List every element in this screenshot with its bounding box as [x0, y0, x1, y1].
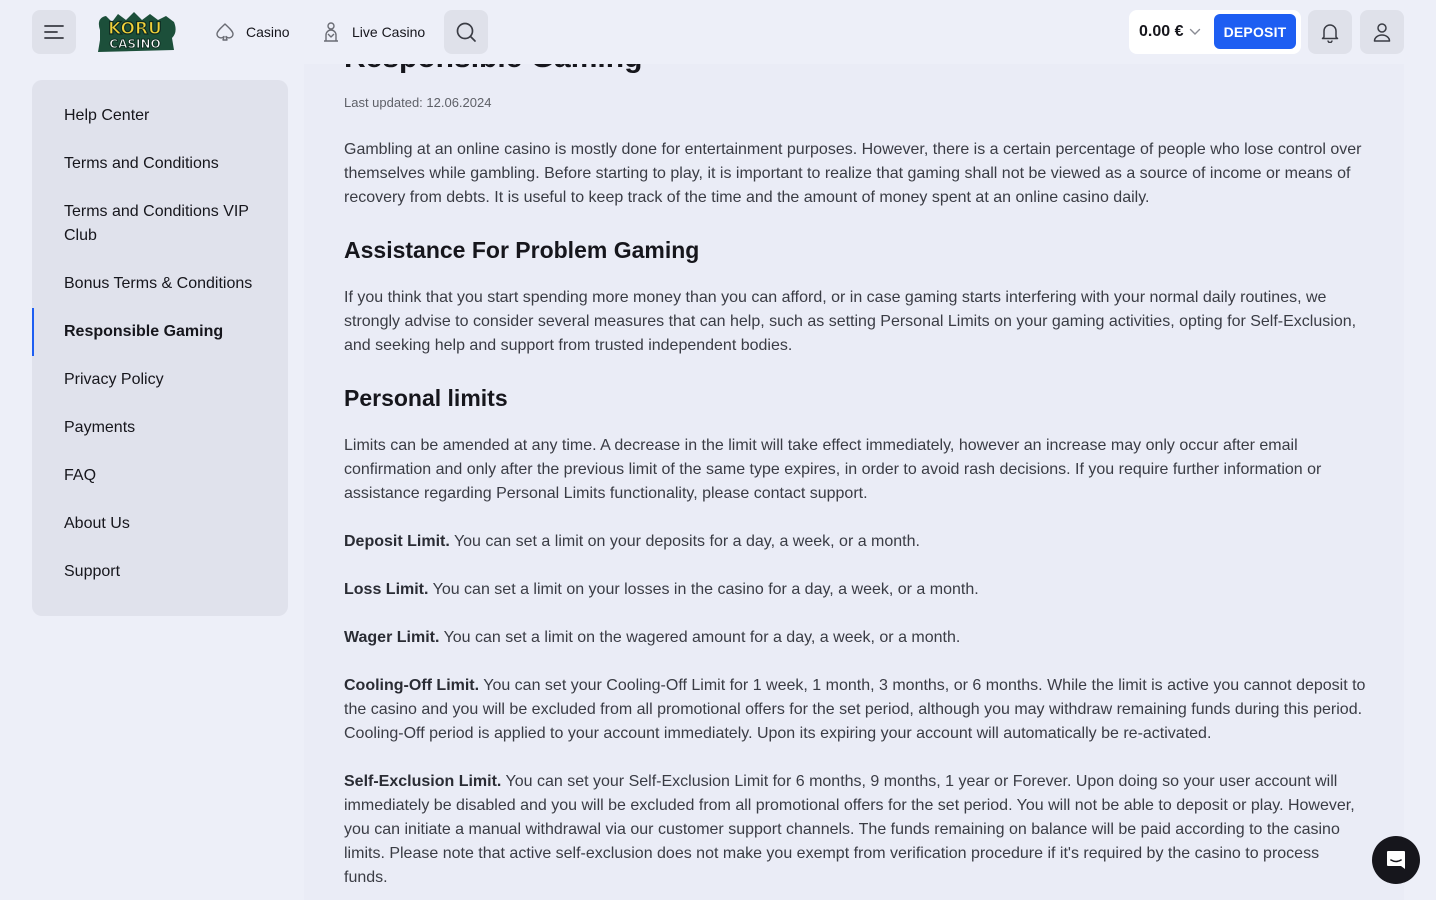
self-exclusion-paragraph	[344, 770, 1366, 890]
bell-icon	[1319, 21, 1341, 43]
top-header	[0, 0, 1436, 64]
main-content	[304, 0, 1404, 900]
wager-limit-text: You can set a limit on the wagered amount for a day, a week, or a month.	[439, 629, 961, 646]
nav-casino-label: Casino	[246, 24, 290, 40]
search-icon	[455, 21, 477, 43]
sidebar-item-privacy-policy[interactable]: Privacy Policy	[64, 371, 164, 388]
balance-amount: 0.00 €	[1139, 23, 1184, 40]
heading-personal-limits: Personal limits	[344, 385, 508, 411]
sidebar-item-terms-vip[interactable]: Terms and Conditions VIP Club	[64, 203, 249, 244]
deposit-limit-label: Deposit Limit.	[344, 533, 450, 550]
deposit-limit-paragraph	[344, 530, 1366, 554]
assistance-paragraph: If you think that you start spending more money than you can afford, or in case gaming starts interfering with your normal daily routines, we strongly advise to consider several measures that can help, such as setting Personal Limits on your gaming activities, opting for Self-Exclusion, and seeking help and support from trusted independent bodies.	[344, 289, 1357, 354]
deposit-button[interactable]: DEPOSIT	[1214, 14, 1296, 49]
intro-paragraph: Gambling at an online casino is mostly done for entertainment purposes. However, there is a certain percentage of people who lose control over themselves while gambling. Before starting to play, it is important to realize that gaming shall not be viewed as a source of income or means of recovery from debts. It is useful to keep track of the time and the amount of money spent at an online casino daily.	[344, 141, 1362, 206]
chat-icon	[1384, 848, 1408, 872]
dealer-icon	[320, 21, 342, 43]
sidebar-item-responsible-gaming[interactable]: Responsible Gaming	[32, 320, 288, 344]
balance-widget	[1129, 10, 1301, 54]
logo[interactable]	[92, 10, 178, 54]
chat-button[interactable]	[1372, 836, 1420, 884]
self-exclusion-label: Self-Exclusion Limit.	[344, 773, 502, 790]
sidebar-item-bonus-terms[interactable]: Bonus Terms & Conditions	[64, 275, 253, 292]
logo-icon	[92, 10, 178, 54]
cooling-off-text: You can set your Cooling-Off Limit for 1 week, 1 month, 3 months, or 6 months. While the limit is active you cannot deposit to the casino and you will be excluded from all promotional offers for the set period, although you may withdraw remaining funds during this period. Cooling-Off period is applied to your account immediately. Upon its expiring your account will automatically be re-activated.	[344, 677, 1366, 742]
limits-paragraph: Limits can be amended at any time. A decrease in the limit will take effect immediately, however an increase may only occur after email confirmation and only after the previous limit of the same type expires, in order to avoid rash decisions. If you require further information or assistance regarding Personal Limits functionality, please contact support.	[344, 437, 1322, 502]
logo-text-top: KORU	[108, 19, 162, 39]
deposit-limit-text: You can set a limit on your deposits for a day, a week, or a month.	[449, 533, 920, 550]
search-button[interactable]	[444, 10, 488, 54]
balance-dropdown[interactable]	[1139, 23, 1201, 41]
user-icon	[1371, 21, 1393, 43]
logo-text-bottom: CASINO	[109, 37, 161, 51]
self-exclusion-text: You can set your Self-Exclusion Limit for 6 months, 9 months, 1 year or Forever. Upon doing so your user account will immediately be disabled and you will be excluded from all promotional offers for the set period. You will not be able to deposit or play. However, you can initiate a manual withdrawal via our customer support channels. The funds remaining on balance will be paid according to the casino limits. Please note that active self-exclusion does not make you exempt from verification procedure if it's required by the casino to process funds.	[344, 773, 1355, 886]
last-updated: Last updated: 12.06.2024	[344, 95, 492, 110]
cooling-off-paragraph	[344, 674, 1366, 746]
heading-assistance: Assistance For Problem Gaming	[344, 237, 700, 263]
loss-limit-text: You can set a limit on your losses in the casino for a day, a week, or a month.	[428, 581, 979, 598]
nav-live-casino[interactable]	[320, 18, 425, 46]
sidebar-item-support[interactable]: Support	[64, 563, 121, 580]
sidebar-item-payments[interactable]: Payments	[64, 419, 136, 436]
menu-icon	[44, 25, 64, 39]
loss-limit-paragraph	[344, 578, 1366, 602]
wager-limit-paragraph	[344, 626, 1366, 650]
notifications-button[interactable]	[1308, 10, 1352, 54]
sidebar-item-help-center[interactable]: Help Center	[64, 107, 150, 124]
sidebar-item-terms[interactable]: Terms and Conditions	[64, 155, 219, 172]
article	[344, 40, 1366, 890]
sidebar	[32, 80, 288, 616]
cooling-off-label: Cooling-Off Limit.	[344, 677, 480, 694]
menu-button[interactable]	[32, 10, 76, 54]
spade-icon	[214, 21, 236, 43]
nav-casino[interactable]	[214, 18, 290, 46]
sidebar-item-about-us[interactable]: About Us	[64, 515, 130, 532]
chevron-down-icon	[1189, 28, 1201, 36]
wager-limit-label: Wager Limit.	[344, 629, 440, 646]
sidebar-item-faq[interactable]: FAQ	[64, 467, 97, 484]
profile-button[interactable]	[1360, 10, 1404, 54]
nav-live-casino-label: Live Casino	[352, 24, 426, 40]
loss-limit-label: Loss Limit.	[344, 581, 429, 598]
